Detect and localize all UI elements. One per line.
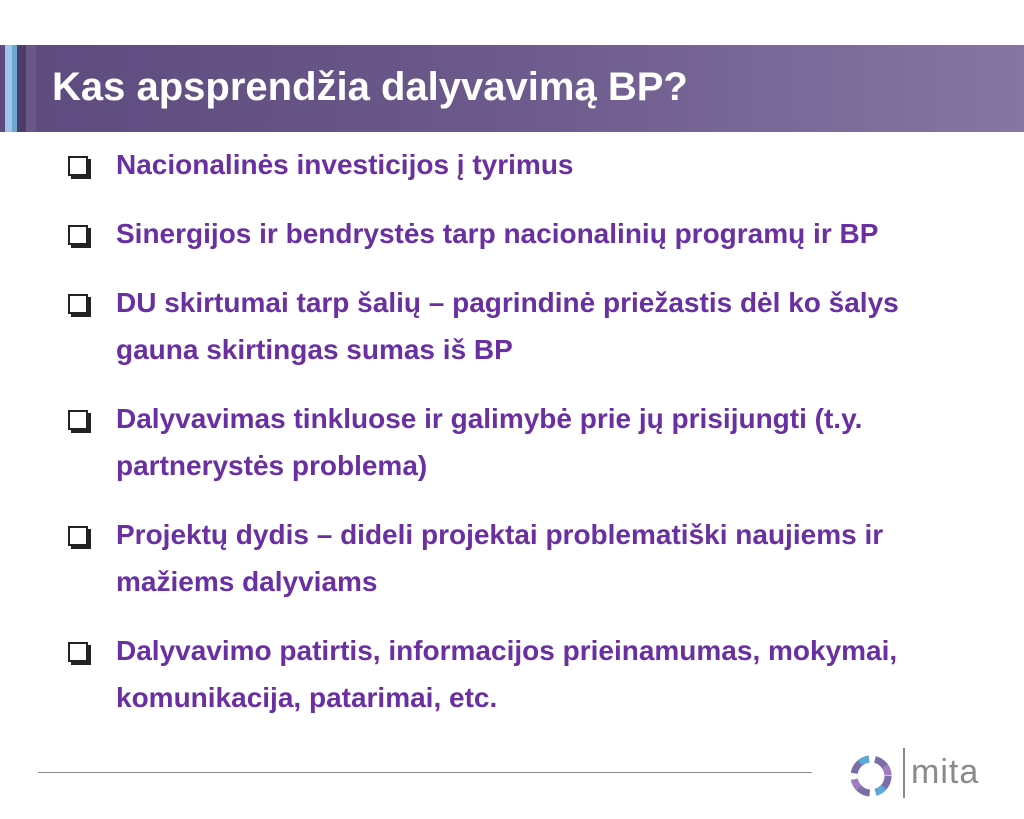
logo-divider [903, 748, 905, 798]
checkbox-icon [68, 294, 88, 314]
slide-title: Kas apsprendžia dalyvavimą BP? [52, 65, 688, 109]
bullet-item [68, 627, 958, 721]
checkbox-icon [68, 156, 88, 176]
bullet-list [68, 141, 958, 743]
mita-logo [847, 748, 997, 800]
bullet-text: Dalyvavimas tinkluose ir galimybė prie jų prisijungti (t.y. partnerystės problema) [116, 403, 863, 481]
checkbox-icon [68, 225, 88, 245]
checkbox-icon [68, 410, 88, 430]
bullet-text: Nacionalinės investicijos į tyrimus [116, 149, 574, 180]
mita-ring-icon [847, 752, 895, 800]
bullet-item [68, 210, 958, 257]
footer-divider [38, 772, 812, 773]
bullet-text: Projektų dydis – dideli projektai problematiški naujiems ir mažiems dalyviams [116, 519, 884, 597]
bullet-item [68, 511, 958, 605]
accent-stripe-purple [26, 45, 36, 132]
checkbox-icon [68, 642, 88, 662]
bullet-item [68, 141, 958, 188]
bullet-text: DU skirtumai tarp šalių – pagrindinė priežastis dėl ko šalys gauna skirtingas sumas iš BP [116, 287, 899, 365]
accent-stripe-dark-purple [17, 45, 26, 132]
bullet-item [68, 395, 958, 489]
bullet-text: Dalyvavimo patirtis, informacijos prieinamumas, mokymai, komunikacija, patarimai, etc. [116, 635, 898, 713]
accent-stripe-light-blue [5, 45, 12, 132]
bullet-text: Sinergijos ir bendrystės tarp nacionalinių programų ir BP [116, 218, 879, 249]
logo-text: mita [911, 753, 980, 791]
bullet-item [68, 279, 958, 373]
checkbox-icon [68, 526, 88, 546]
